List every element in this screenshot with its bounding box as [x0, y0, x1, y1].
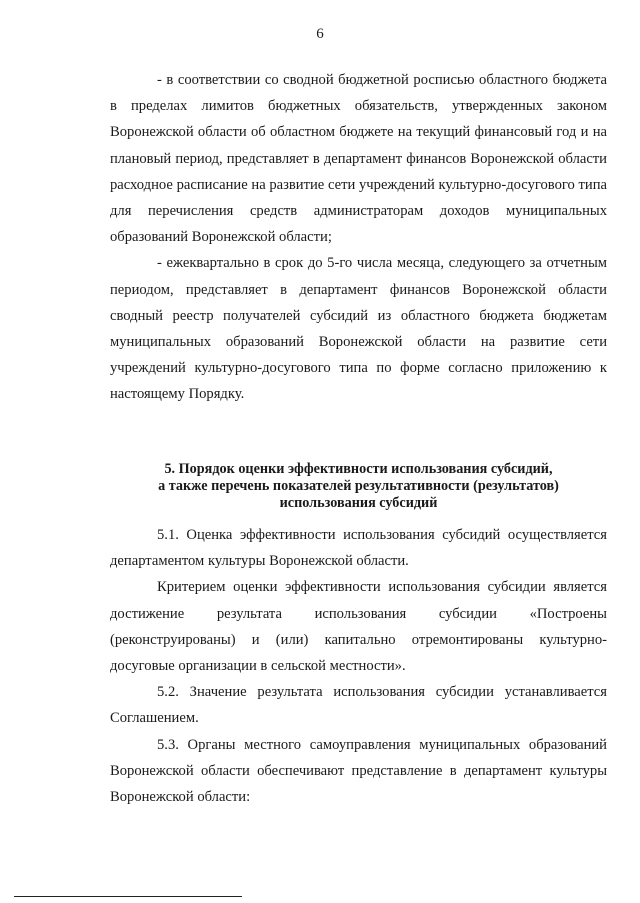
- section-heading-line: а также перечень показателей результативности (результатов): [158, 478, 559, 494]
- paragraph-5-2: 5.2. Значение результата использования субсидии устанавливается Соглашением.: [110, 684, 607, 727]
- page-number: 6: [316, 26, 324, 42]
- section-heading-line: 5. Порядок оценки эффективности использования субсидий,: [164, 461, 553, 477]
- paragraph-5-1: 5.1. Оценка эффективности использования субсидий осуществляется департаментом культуры Воронежской области.: [110, 527, 607, 570]
- paragraph-quarterly-register: - ежеквартально в срок до 5-го числа месяца, следующего за отчетным периодом, представляет в департамент финансов Воронежской области сводный реестр получателей субсидий из областного бюджета бюджетам муниципальных образований Воронежской области на развитие сети учреждений культурно-досугового типа по форме согласно приложению к настоящему Порядку.: [110, 255, 607, 403]
- section-heading-line: использования субсидий: [279, 495, 438, 511]
- paragraph-block-top: [110, 67, 607, 408]
- section-heading: [110, 461, 607, 512]
- paragraph-budget-schedule: - в соответствии со сводной бюджетной росписью областного бюджета в пределах лимитов бюджетных обязательств, утвержденных законом Воронежской области об областном бюджете на текущий финансовый год и на плановый период, представляет в департамент финансов Воронежской области расходное расписание на развитие сети учреждений культурно-досугового типа для перечисления средств администраторам доходов муниципальных образований Воронежской области;: [110, 72, 607, 246]
- paragraph-5-3: 5.3. Органы местного самоуправления муниципальных образований Воронежской области обеспечивают представление в департамент культуры Воронежской области:: [110, 736, 607, 806]
- footer-rule: [14, 896, 242, 897]
- paragraph-criterion: Критерием оценки эффективности использования субсидии является достижение результата использования субсидии «Построены (реконструированы) и (или) капитально отремонтированы культурно-досуговые организации в сельской местности».: [110, 579, 607, 675]
- paragraph-block-bottom: [110, 522, 607, 810]
